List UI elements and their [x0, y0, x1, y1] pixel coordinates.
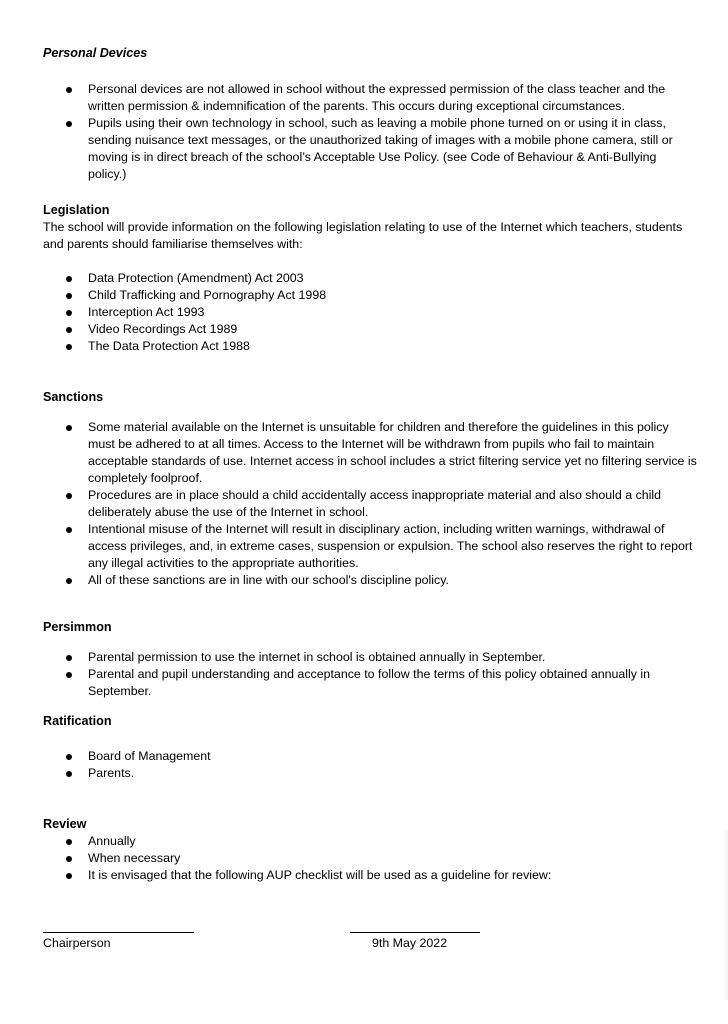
section-heading-personal-devices: Personal Devices	[43, 46, 148, 60]
legislation-list	[43, 270, 698, 355]
list-item: Board of Management	[43, 748, 698, 765]
list-item: Parental permission to use the internet in school is obtained annually in September.	[43, 649, 698, 666]
bullet-icon	[66, 310, 72, 316]
bullet-icon	[66, 672, 72, 678]
bullet-icon	[66, 493, 72, 499]
page-edge-shadow	[722, 830, 728, 1000]
list-item: It is envisaged that the following AUP checklist will be used as a guideline for review:	[43, 867, 698, 884]
list-item: When necessary	[43, 850, 698, 867]
bullet-icon	[66, 293, 72, 299]
list-item: Personal devices are not allowed in school without the expressed permission of the class teacher and the written permission & indemnification of the parents. This occurs during exceptional circumstances.	[43, 81, 698, 115]
list-item: Intentional misuse of the Internet will result in disciplinary action, including written warnings, withdrawal of access privileges, and, in extreme cases, suspension or expulsion. The school also reserves the right to report any illegal activities to the appropriate authorities.	[43, 521, 698, 572]
ratification-list	[43, 748, 698, 782]
sanctions-list	[43, 419, 698, 589]
list-item: Parental and pupil understanding and acceptance to follow the terms of this policy obtained annually in September.	[43, 666, 698, 700]
bullet-icon	[66, 344, 72, 350]
list-item: Interception Act 1993	[43, 304, 698, 321]
list-item: Procedures are in place should a child accidentally access inappropriate material and also should a child deliberately abuse the use of the Internet in school.	[43, 487, 698, 521]
bullet-icon	[66, 754, 72, 760]
list-item: Child Trafficking and Pornography Act 1998	[43, 287, 698, 304]
persimmon-list	[43, 649, 698, 700]
section-heading-review: Review	[43, 817, 87, 831]
review-list	[43, 833, 698, 884]
bullet-icon	[66, 121, 72, 127]
list-item: Data Protection (Amendment) Act 2003	[43, 270, 698, 287]
list-item: Some material available on the Internet is unsuitable for children and therefore the guidelines in this policy must be adhered to at all times. Access to the Internet will be withdrawn from pupils who fail to maintain acceptable standards of use. Internet access in school includes a strict filtering service yet no filtering service is completely foolproof.	[43, 419, 698, 487]
list-item: Parents.	[43, 765, 698, 782]
section-heading-legislation: Legislation	[43, 203, 110, 217]
bullet-icon	[66, 327, 72, 333]
legislation-intro: The school will provide information on the following legislation relating to use of the Internet which teachers, students and parents should familiarise themselves with:	[43, 220, 683, 251]
bullet-icon	[66, 873, 72, 879]
bullet-icon	[66, 425, 72, 431]
list-item: Pupils using their own technology in school, such as leaving a mobile phone turned on or using it in class, sending nuisance text messages, or the unauthorized taking of images with a mobile phone camera, still or moving is in direct breach of the school’s Acceptable Use Policy. (see Code of Behaviour & Anti-Bullying policy.)	[43, 115, 698, 183]
date-label: 9th May 2022	[372, 936, 448, 950]
bullet-icon	[66, 771, 72, 777]
section-heading-persimmon: Persimmon	[43, 620, 112, 634]
list-item: Video Recordings Act 1989	[43, 321, 698, 338]
section-heading-ratification: Ratification	[43, 714, 112, 728]
date-signature-line	[350, 932, 480, 933]
list-item: All of these sanctions are in line with our school's discipline policy.	[43, 572, 698, 589]
chairperson-signature-line	[43, 932, 194, 933]
bullet-icon	[66, 87, 72, 93]
personal-devices-list	[43, 81, 698, 183]
bullet-icon	[66, 527, 72, 533]
bullet-icon	[66, 276, 72, 282]
bullet-icon	[66, 839, 72, 845]
list-item: Annually	[43, 833, 698, 850]
section-heading-sanctions: Sanctions	[43, 390, 104, 404]
bullet-icon	[66, 655, 72, 661]
bullet-icon	[66, 856, 72, 862]
chairperson-label: Chairperson	[43, 936, 111, 950]
bullet-icon	[66, 578, 72, 584]
list-item: The Data Protection Act 1988	[43, 338, 698, 355]
